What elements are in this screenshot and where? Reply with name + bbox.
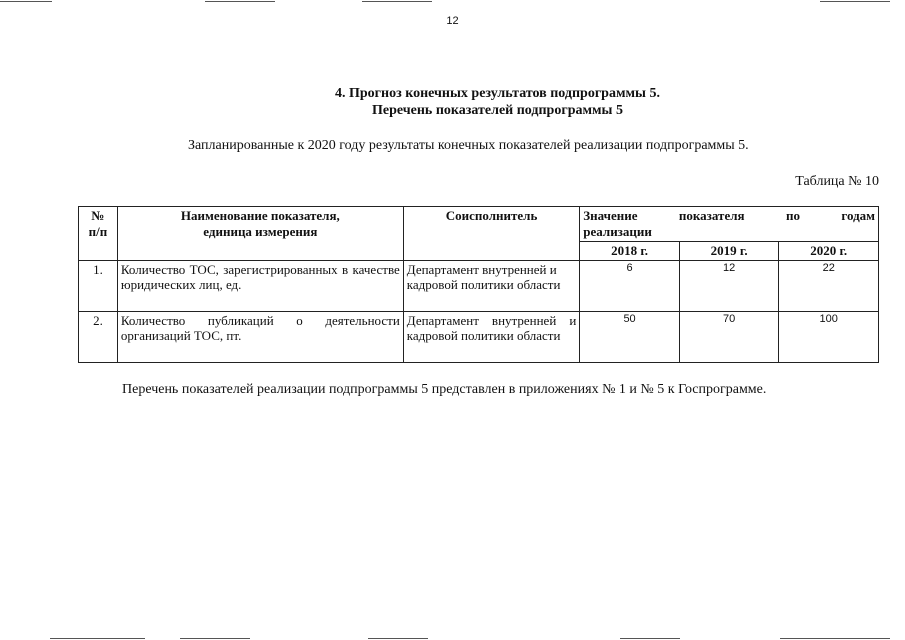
value-2018: 50: [580, 312, 680, 363]
top-edge-line: [205, 1, 275, 2]
header-executor: Соисполнитель: [403, 207, 579, 261]
header-year-2019: 2019 г.: [679, 242, 779, 261]
bottom-edge-line: [368, 638, 428, 639]
value-2020: 22: [779, 261, 879, 312]
row-number: 2.: [79, 312, 118, 363]
bottom-edge-line: [780, 638, 890, 639]
indicator-name: Количество публикаций о деятельности организаций ТОС, пт.: [117, 312, 403, 363]
top-edge-line: [362, 1, 432, 2]
section-heading: 4. Прогноз конечных результатов подпрограммы 5.: [335, 86, 660, 101]
value-2018: 6: [580, 261, 680, 312]
bottom-edge-line: [50, 638, 145, 639]
header-name-line2: единица измерения: [203, 224, 318, 239]
top-edge-line: [820, 1, 890, 2]
bottom-edge-line: [180, 638, 250, 639]
indicators-table: [78, 206, 879, 363]
section-subheading: Перечень показателей подпрограммы 5: [372, 103, 623, 118]
bottom-edge-line: [620, 638, 680, 639]
value-2019: 70: [679, 312, 779, 363]
header-year-2020: 2020 г.: [779, 242, 879, 261]
indicator-name: Количество ТОС, зарегистрированных в качестве юридических лиц, ед.: [117, 261, 403, 312]
header-num-line2: п/п: [88, 224, 108, 239]
header-num-line1: №: [91, 208, 105, 223]
footnote-text: Перечень показателей реализации подпрограммы 5 представлен в приложениях № 1 и № 5 к Госпрограмме.: [122, 382, 767, 397]
header-name: [117, 207, 403, 261]
header-num: [79, 207, 118, 261]
top-edge-line: [0, 1, 52, 2]
header-year-2018: 2018 г.: [580, 242, 680, 261]
table-row: [79, 261, 879, 312]
table-row: [79, 312, 879, 363]
value-2020: 100: [779, 312, 879, 363]
intro-text: Запланированные к 2020 году результаты конечных показателей реализации подпрограммы 5.: [188, 138, 749, 153]
value-2019: 12: [679, 261, 779, 312]
row-number: 1.: [79, 261, 118, 312]
header-name-line1: Наименование показателя,: [180, 208, 340, 223]
header-value-line2: реализации: [583, 224, 652, 239]
executor: Департамент внутренней и кадровой политики области: [403, 312, 579, 363]
header-value: [580, 207, 879, 242]
page-number: 12: [446, 15, 459, 27]
header-value-line1: Значение показателя по годам: [583, 208, 875, 223]
table-header-row: [79, 207, 879, 242]
table-caption: Таблица № 10: [795, 174, 879, 189]
executor: Департамент внутренней и кадровой политики области: [403, 261, 579, 312]
